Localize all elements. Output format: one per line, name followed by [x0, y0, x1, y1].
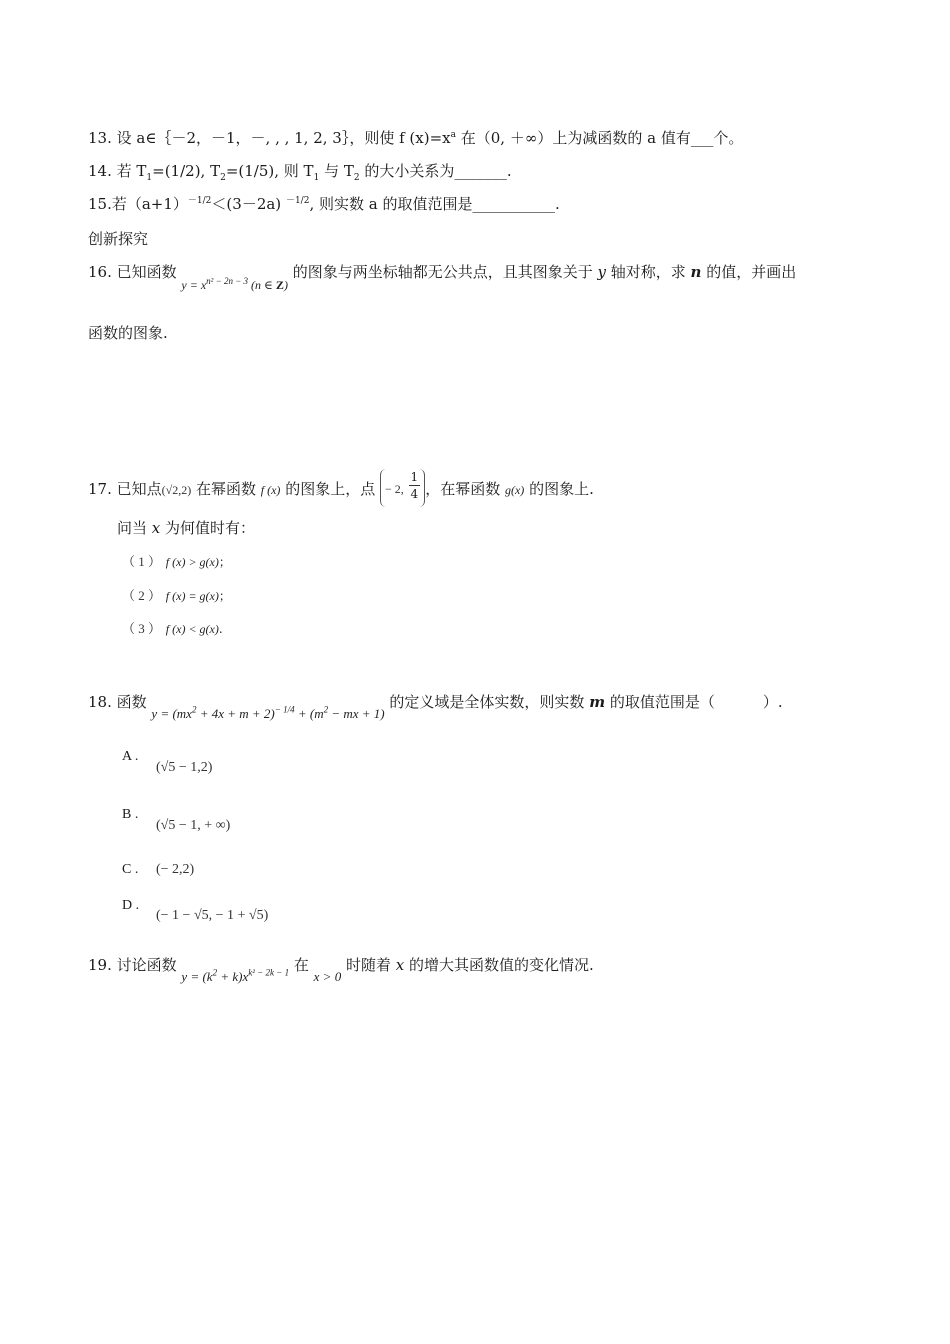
q14-number: 14.: [88, 162, 117, 180]
q18-formula-sq1: 2: [191, 704, 197, 715]
q19-text-d: 的增大其函数值的变化情况.: [404, 956, 594, 974]
q15-blank: ___________: [472, 195, 555, 213]
q17-item-end: ；: [218, 589, 231, 603]
q17-text-c: 的图象上，点: [280, 480, 376, 498]
q14-sub-2: 2: [220, 173, 226, 183]
q18-formula-b: + 4x + m + 2): [196, 706, 275, 721]
q17-fraction-den: 4: [410, 487, 419, 501]
q16-var-n: n: [690, 263, 702, 281]
q17-item-end: ；: [218, 555, 231, 569]
q18-option-a-label[interactable]: A .: [122, 749, 139, 764]
q17-item-1: [122, 551, 231, 572]
q18-option-a-value: (√5 − 1,2): [156, 760, 213, 775]
q17-point-2-a: − 2,: [384, 482, 404, 496]
q18-formula-c: + (m: [294, 706, 324, 721]
q16-formula-exponent: n² − 2n − 3: [206, 276, 249, 286]
q17-fx: f (x): [260, 483, 281, 497]
q15-text-c: , 则实数 a 的取值范围是: [309, 195, 473, 213]
q14-text-d: 与 T: [319, 162, 354, 180]
q17-fraction: [409, 469, 421, 502]
q16-var-y: y: [597, 263, 606, 281]
q14-text-a: 若 T: [116, 162, 147, 180]
q14-end: .: [506, 162, 512, 180]
q16-line-2: 函数的图象.: [88, 324, 168, 342]
question-15: [88, 194, 560, 214]
section-title: 创新探究: [88, 230, 149, 248]
q19-formula-a: y = (k: [181, 969, 213, 984]
question-19: [88, 955, 594, 984]
q13-text-a: 设 a∈｛－2，－1，－, , , 1, 2, 3｝，则使 f (x)=x: [116, 129, 451, 147]
q17-item-end: .: [218, 622, 223, 636]
q14-text-b: =(1/2), T: [152, 162, 221, 180]
q16-formula: [181, 278, 288, 292]
q19-formula: [181, 969, 289, 984]
q17-ask-x: x: [151, 519, 161, 537]
q17-ask: [117, 518, 255, 538]
q13-text-c: 个。: [713, 129, 744, 147]
q18-number: 18.: [88, 693, 117, 711]
q19-condition: x > 0: [313, 969, 342, 984]
q13-number: 13.: [88, 129, 117, 147]
q16-text-d: 的值，并画出: [701, 263, 797, 281]
q17-item-expr: f (x) > g(x): [165, 555, 219, 569]
q17-text-b: 在幂函数: [191, 480, 261, 498]
q17-item-3: [122, 618, 223, 639]
q19-text-a: 讨论函数: [116, 956, 177, 974]
q14-blank: _______: [454, 162, 507, 180]
q18-text-d: ）.: [762, 693, 783, 711]
q18-text-a: 函数: [116, 693, 147, 711]
q18-formula-exponent: − 1/4: [274, 704, 295, 715]
q17-fraction-num: 1: [410, 470, 419, 484]
q18-option-c-label[interactable]: C .: [122, 862, 139, 877]
q19-number: 19.: [88, 956, 117, 974]
q16-text-b: 的图象与两坐标轴都无公共点，且其图象关于: [292, 263, 598, 281]
q19-var-x: x: [395, 956, 405, 974]
q17-item-label: （ 2 ）: [122, 588, 162, 603]
q14-sub-3: 1: [313, 173, 320, 183]
q18-formula-sq2: 2: [323, 704, 329, 715]
q16-formula-cond: (n ∈: [248, 278, 276, 292]
q18-option-c-value: (− 2,2): [156, 862, 195, 877]
q18-text-c: 的取值范围是（: [605, 693, 715, 711]
q18-option-d-label[interactable]: D .: [122, 898, 140, 913]
question-17: [88, 471, 594, 509]
q16-formula-y: y = x: [181, 278, 207, 292]
q16-number: 16.: [88, 263, 117, 281]
q17-item-label: （ 1 ）: [122, 554, 162, 569]
question-13: [88, 128, 743, 148]
q16-formula-close: ): [283, 278, 288, 292]
q17-point-1: (√2,2): [161, 483, 192, 497]
q15-text-a: 若（a+1）: [111, 195, 188, 213]
q18-formula-a: y = (mx: [151, 706, 192, 721]
q17-ask-a: 问当: [117, 519, 152, 537]
q17-item-expr: f (x) < g(x): [165, 622, 219, 636]
q13-blank: ___: [690, 129, 714, 147]
q18-formula: [151, 706, 384, 721]
q15-number: 15.: [88, 195, 112, 213]
q17-item-expr: f (x) = g(x): [165, 589, 219, 603]
q13-exponent: a: [450, 130, 456, 140]
q17-text-e: 的图象上.: [524, 480, 594, 498]
q19-text-c: 时随着: [341, 956, 396, 974]
q17-ask-b: 为何值时有：: [160, 519, 256, 537]
q17-text-d: ，在幂函数: [425, 480, 505, 498]
q15-text-b: ＜(3－2a): [211, 195, 286, 213]
q16-text-c: 轴对称，求: [605, 263, 691, 281]
q15-exponent-2: －1/2: [285, 196, 310, 206]
q18-formula-d: − mx + 1): [328, 706, 385, 721]
q15-end: .: [554, 195, 560, 213]
question-14: [88, 161, 512, 181]
q17-text-a: 已知点: [116, 480, 162, 498]
q16-formula-z: Z: [275, 278, 284, 292]
q14-sub-4: 2: [353, 173, 360, 183]
q16-text-a: 已知函数: [116, 263, 177, 281]
q19-text-b: 在: [293, 956, 309, 974]
q18-option-b-value: (√5 − 1, + ∞): [156, 818, 231, 833]
q19-formula-b: + k)x: [217, 969, 249, 984]
q18-option-d-value: (− 1 − √5, − 1 + √5): [156, 908, 269, 923]
q18-var-m: m: [589, 693, 606, 711]
q14-sub-1: 1: [146, 173, 153, 183]
q17-item-2: [122, 585, 231, 606]
q17-gx: g(x): [504, 483, 525, 497]
q13-text-b: 在（0, ＋∞）上为减函数的 a 值有: [456, 129, 691, 147]
question-16: [88, 262, 797, 292]
q14-text-e: 的大小关系为: [359, 162, 455, 180]
q19-formula-exponent: k² − 2k − 1: [248, 967, 290, 978]
q15-exponent-1: －1/2: [187, 196, 212, 206]
q17-point-2: [380, 469, 425, 507]
q17-number: 17.: [88, 480, 117, 498]
q17-item-label: （ 3 ）: [122, 621, 162, 636]
q18-option-b-label[interactable]: B .: [122, 807, 139, 822]
q19-formula-sq: 2: [212, 967, 218, 978]
q14-text-c: =(1/5), 则 T: [225, 162, 314, 180]
question-18: [88, 692, 783, 721]
q18-text-b: 的定义域是全体实数，则实数: [389, 693, 590, 711]
